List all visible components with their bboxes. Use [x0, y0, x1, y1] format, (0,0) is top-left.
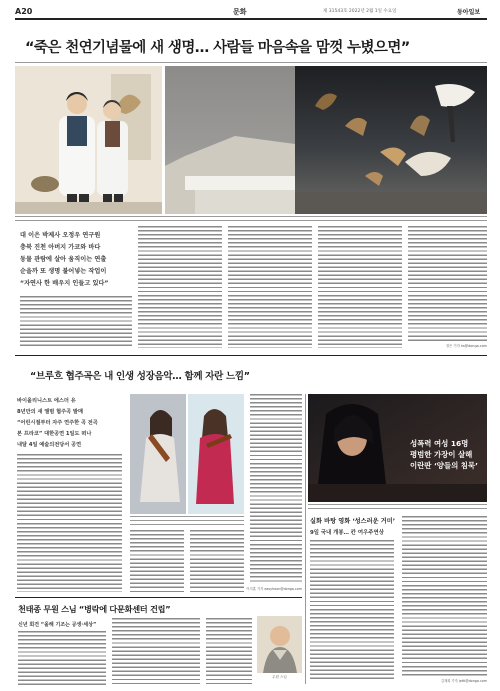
subhead-line: 본 프라코” 대한공연 1일도 떠나 [17, 431, 92, 437]
story4-byline: 김재희 기자 jetti@donga.com [440, 679, 487, 683]
story2-byline: 이지훈 기자 easyhoon@donga.com [246, 587, 302, 591]
story2-body-col3 [190, 530, 244, 592]
story2-body-col2 [130, 530, 184, 592]
story1-body-col2 [138, 226, 222, 348]
monk-photo [257, 616, 302, 673]
subhead-line: “자연사 한 배우지 인들고 있다” [20, 280, 109, 287]
subhead-line: 바이올리니스트 에스더 유 [17, 398, 76, 404]
story1-body-col3 [228, 226, 312, 348]
violinist-illustration-2 [188, 394, 244, 514]
subhead-line: 동물 관람에 살아 움직이는 연출 [20, 256, 107, 263]
overlay-line: 평범한 가장이 살해 [410, 450, 473, 459]
story1-subhead [20, 230, 135, 290]
violinist-photo [130, 394, 186, 514]
subhead-line: 충북 진천 아버지 가코와 바다 [20, 244, 101, 251]
story2-body-col1 [17, 454, 122, 592]
story3-headline: 천태종 무원 스님 “병락에 다문화센터 건립” [18, 604, 171, 614]
natural-history-exhibit-illustration [165, 66, 487, 214]
subhead-line: 대 이은 박제사 오정우 연구원 [20, 232, 101, 239]
story4-body-col1 [310, 540, 394, 680]
violinist-photo-2 [188, 394, 244, 514]
story2-body-col4 [250, 394, 302, 584]
story1-body-col5 [408, 226, 487, 342]
story3-subhead: 신년 회견 “올해 기조는 공생·세상” [18, 622, 97, 628]
masthead [15, 7, 487, 16]
film-caption [308, 504, 487, 510]
subhead-line: 순을까 또 생명 불어넣는 작업이 [20, 268, 107, 275]
subhead-line: 8년만의 새 앨범 협주곡 발매 [17, 409, 83, 415]
section-divider [15, 355, 487, 356]
subhead-line: 내달 4일 예술의전당서 공연 [17, 442, 82, 448]
page-number: A20 [15, 7, 33, 16]
violinist-illustration-1 [130, 394, 186, 514]
story2-headline: “브루흐 협주곡은 내 인생 성장음악… 함께 자란 느낌” [30, 371, 250, 382]
issue-info: 제 31543호 2022년 2월 1일 수요일 [323, 9, 397, 14]
film-still-photo [308, 394, 487, 502]
overlay-line: 이란판 ‘양들의 침묵’ [410, 461, 478, 470]
story2-subhead [17, 396, 127, 451]
headline-rule [15, 62, 487, 63]
monk-portrait-illustration [257, 616, 302, 673]
story1-body-col4 [318, 226, 402, 348]
story3-body-col3 [206, 618, 252, 685]
story4-body-col2 [402, 516, 487, 676]
film-overlay-text [410, 438, 485, 471]
photo-caption [15, 216, 487, 221]
story1-byline: 정은 기자 ks@donga.com [445, 344, 487, 348]
two-taxidermists-illustration [15, 66, 162, 214]
story3-rule [15, 597, 302, 598]
portrait-photo [15, 66, 162, 214]
section-label: 문화 [233, 8, 247, 16]
subhead-line: “어린시절부터 자주 연주한 곡 전곡 [17, 420, 98, 426]
newspaper-name: 동아일보 [457, 9, 481, 16]
story3-body-col1 [18, 631, 106, 685]
overlay-line: 성폭력 여성 16명 [410, 439, 469, 448]
masthead-rule [15, 18, 487, 20]
story1-body-col1 [20, 296, 132, 348]
museum-exhibit-photo [165, 66, 487, 214]
story4-headline: 실화 바탕 영화 ‘성스러운 거미’ [310, 518, 396, 525]
story3-body-col2 [112, 618, 200, 685]
story1-headline: “죽은 천연기념물에 새 생명… 사람들 마음속을 맘껏 누볐으면” [25, 40, 410, 56]
story2-photo-caption [130, 516, 244, 526]
story4-subhead: 9일 국내 개봉… 칸 여우주연상 [310, 530, 384, 536]
column-divider [305, 394, 306, 684]
monk-photo-caption: 무원 스님 [272, 675, 287, 679]
